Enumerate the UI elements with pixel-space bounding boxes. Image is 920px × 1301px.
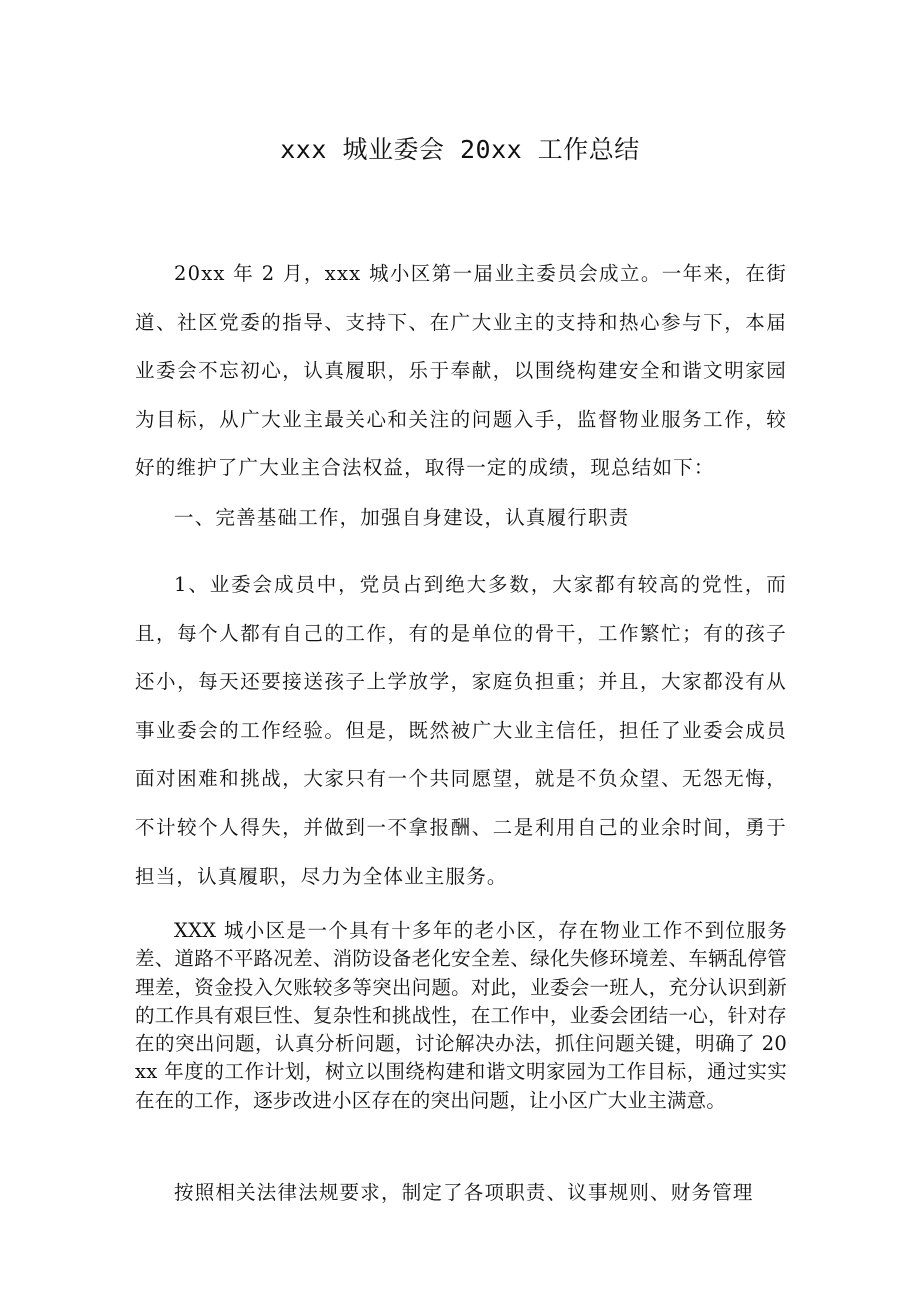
paragraph-community-problems: XXX 城小区是一个具有十多年的老小区，存在物业工作不到位服务差、道路不平路况差、消防设备老化安全差、绿化失修环境差、车辆乱停管理差，资金投入欠账较多等突出问题。对此，业委会一班人，充分认识到新的工作具有艰巨性、复杂性和挑战性，在工作中，业委会团结一心，针对存在的突出问题，认真分析问题，讨论解决办法，抓住问题关键，明确了 20xx 年度的工作计划，树立以围绕构建和谐文明家园为工作目标，通过实实在在的工作，逐步改进小区存在的突出问题，让小区广大业主满意。 <box>135 919 787 1112</box>
paragraph-intro: 20xx 年 2 月，xxx 城小区第一届业主委员会成立。一年来，在街道、社区党委的指导、支持下、在广大业主的支持和热心参与下，本届业委会不忘初心，认真履职，乐于奉献，以围绕构建安全和谐文明家园为目标，从广大业主最关心和关注的问题入手，监督物业服务工作，较好的维护了广大业主合法权益，取得一定的成绩，现总结如下： <box>135 262 787 480</box>
document-title: xxx 城业委会 20xx 工作总结 <box>280 135 640 164</box>
section-heading-1: 一、完善基础工作，加强自身建设，认真履行职责 <box>174 506 630 529</box>
paragraph-regulations: 按照相关法律法规要求，制定了各项职责、议事规则、财务管理 <box>174 1181 754 1204</box>
paragraph-members: 1、业委会成员中，党员占到绝大多数，大家都有较高的党性，而且，每个人都有自己的工作，有的是单位的骨干，工作繁忙；有的孩子还小，每天还要接送孩子上学放学，家庭负担重；并且，大家都没有从事业委会的工作经验。但是，既然被广大业主信任，担任了业委会成员面对困难和挑战，大家只有一个共同愿望，就是不负众望、无怨无悔，不计较个人得失，并做到一不拿报酬、二是利用自己的业余时间，勇于担当，认真履职，尽力为全体业主服务。 <box>135 573 787 888</box>
